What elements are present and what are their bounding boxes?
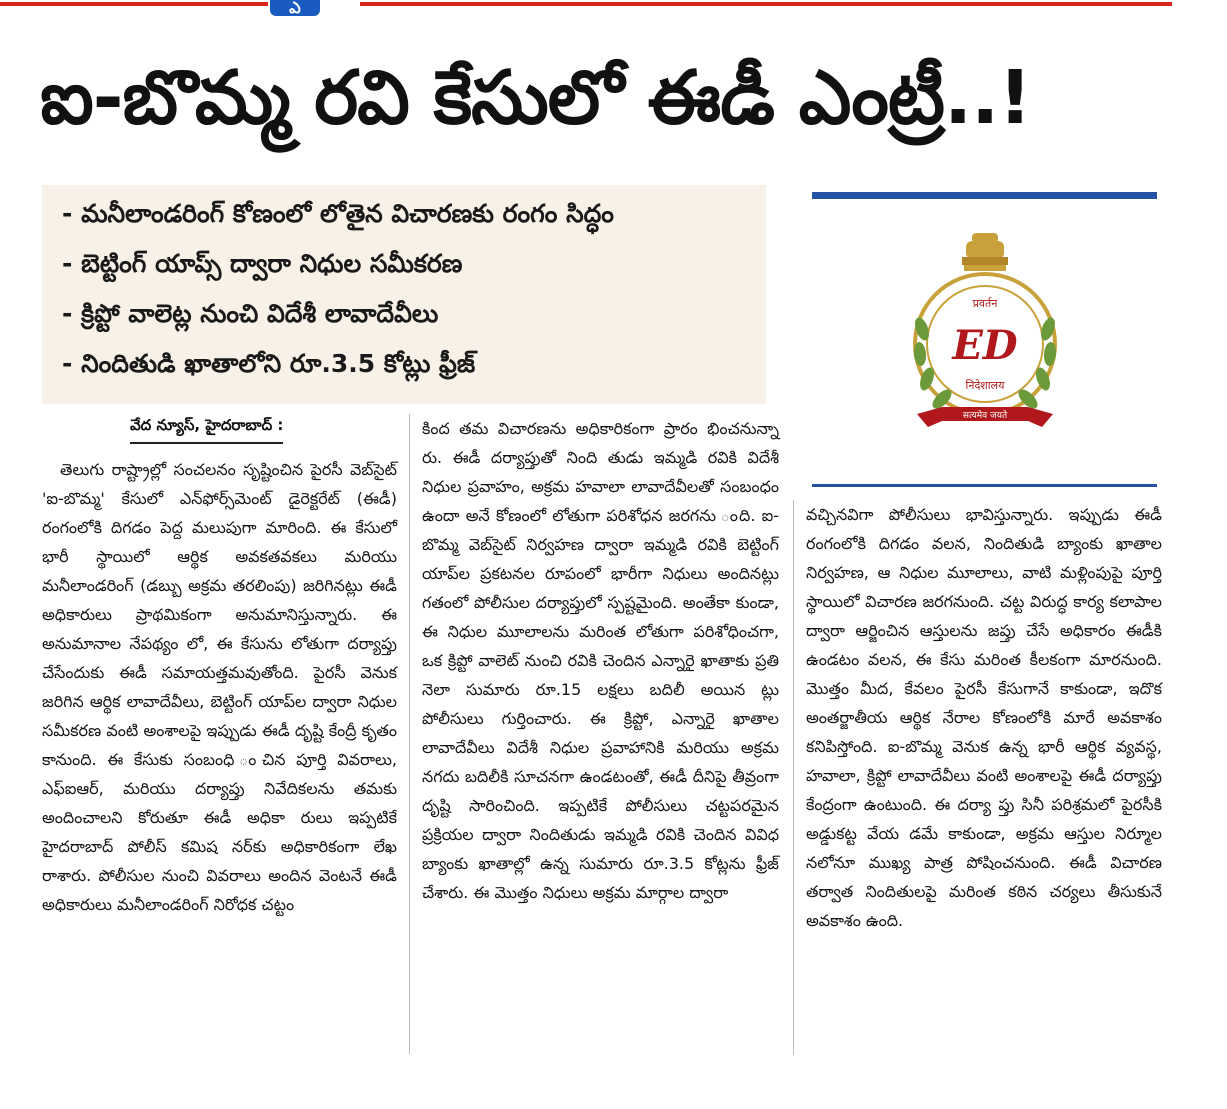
svg-text:सत्यमेव जयते: सत्यमेव जयते bbox=[962, 411, 1008, 421]
svg-text:प्रवर्तन: प्रवर्तन bbox=[972, 297, 998, 310]
highlights-box bbox=[42, 185, 766, 404]
newspaper-logo: ఎ bbox=[270, 0, 320, 16]
highlight-item: - మనీలాండరింగ్ కోణంలో లోతైన విచారణకు రంగం సిద్ధం bbox=[62, 199, 614, 228]
enforcement-directorate-emblem-icon bbox=[892, 229, 1077, 439]
article-column-3: వచ్చినవిగా పోలీసులు భావిస్తున్నారు. ఇప్పుడు ఈడీ రంగంలోకి దిగడం వలన, నిందితుడి బ్యాంకు ఖాతాల నిర్వహణ, ఆ నిధుల మూలాలు, వాటి మళ్లింపుపై పూర్తి స్థాయిలో విచారణ జరగనుంది. చట్ట విరుద్ధ కార్య కలాపాల ద్వారా ఆర్జించిన ఆస్తులను జప్తు చేసే అధికారం ఈడీకి ఉండటం వలన, ఈ కేసు మరింత కీలకంగా మారనుంది. మొత్తం మీద, కేవలం పైరసీ కేసుగానే కాకుండా, ఇదొక అంతర్జాతీయ ఆర్థిక నేరాల కోణంలోకి మారే అవకాశం కనిపిస్తోంది. ఐ-బొమ్మ వెనుక ఉన్న భారీ ఆర్థిక వ్యవస్థ, హవాలా, క్రిప్టో లావాదేవీలు వంటి అంశాలపై ఈడీ దర్యాప్తు కేంద్రంగా ఉంటుంది. ఈ దర్యా ప్తు సినీ పరిశ్రమలో పైరసీకి అడ్డుకట్ట వేయ డమే కాకుండా, అక్రమ ఆస్తుల నిర్మూల నలోనూ ముఖ్య పాత్ర పోషించనుంది. ఈడీ విచారణ తర్వాత నిందితులపై మరింత కఠిన చర్యలు తీసుకునే అవకాశం ఉంది. bbox=[806, 505, 1162, 930]
article-column-2: కింద తమ విచారణను అధికారికంగా ప్రారం భించనున్నా రు. ఈడీ దర్యాప్తుతో నింది తుడు ఇమ్మడి రవికి విదేశీ నిధుల ప్రవాహం, అక్రమ హవాలా లావాదేవీలతో సంబంధం ఉందా అనే కోణంలో లోతుగా పరిశోధన జరగను ంది. ఐ-బొమ్మ వెబ్‌సైట్ నిర్వహణ ద్వారా ఇమ్మడి రవికి బెట్టింగ్ యాప్‌ల ప్రకటనల రూపంలో భారీగా నిధులు అందినట్లు గతంలో పోలీసుల దర్యాప్తులో స్పష్టమైంది. అంతేకా కుండా, ఈ నిధుల మూలాలను మరింత లోతుగా పరిశోధించగా, ఒక క్రిప్టో వాలెట్ నుంచి రవికి చెందిన ఎన్నారై ఖాతాకు ప్రతి నెలా సుమారు రూ.15 లక్షలు బదిలీ అయిన ట్లు పోలీసులు గుర్తించారు. ఈ క్రిప్టో, ఎన్నారై ఖాతాల లావాదేవీలు విదేశీ నిధుల ప్రవాహానికి మరియు అక్రమ నగదు బదిలీకి సూచనగా ఉండటంతో, ఈడీ దీనిపై తీవ్రంగా దృష్టి సారించింది. ఇప్పటికే పోలీసులు చట్టపరమైన ప్రక్రియల ద్వారా నిందితుడు ఇమ్మడి రవికి చెందిన వివిధ బ్యాంకు ఖాతాల్లో ఉన్న సుమారు రూ.3.5 కోట్లను ఫ్రీజ్ చేశారు. ఈ మొత్తం నిధులు అక్రమ మార్గాల ద్వారా bbox=[422, 419, 779, 902]
article-column-1: తెలుగు రాష్ట్రాల్లో సంచలనం సృష్టించిన పైరసీ వెబ్‌సైట్ 'ఐ-బొమ్మ' కేసులో ఎన్‌ఫోర్స్‌మెంట్ డైరెక్టరేట్ (ఈడీ) రంగంలోకి దిగడం పెద్ద మలుపుగా మారింది. ఈ కేసులో భారీ స్థాయిలో ఆర్థిక అవకతవకలు మరియు మనీలాండరింగ్ (డబ్బు అక్రమ తరలింపు) జరిగినట్లు ఈడీ అధికారులు ప్రాథమికంగా అనుమానిస్తున్నారు. ఈ అనుమానాల నేపథ్యం లో, ఈ కేసును లోతుగా దర్యాప్తు చేసేందుకు ఈడీ సమాయత్తమవుతోంది. పైరసీ వెనుక జరిగిన ఆర్థిక లావాదేవీలు, బెట్టింగ్ యాప్‌ల ద్వారా నిధుల సమీకరణ వంటి అంశాలపై ఇప్పుడు ఈడీ దృష్టి కేంద్రీ కృతం కానుంది. ఈ కేసుకు సంబంధి ంచిన పూర్తి వివరాలు, ఎఫ్ఐఆర్, మరియు దర్యాప్తు నివేదికలను తమకు అందించాలని కోరుతూ ఈడీ అధికా రులు ఇప్పటికే హైదరాబాద్ పోలీస్ కమిష నర్‌కు అధికారికంగా లేఖ రాశారు. పోలీసుల నుంచి వివరాలు అందిన వెంటనే ఈడీ అధికారులు మనీలాండరింగ్ నిరోధక చట్టం bbox=[42, 460, 397, 914]
column-divider bbox=[409, 414, 410, 1054]
svg-text:ED: ED bbox=[952, 322, 1018, 369]
emblem-bottom-rule bbox=[812, 484, 1157, 487]
masthead-red-bar-left bbox=[0, 2, 268, 6]
masthead-rule bbox=[0, 0, 1172, 7]
highlight-item: - నిందితుడి ఖాతాలోని రూ.3.5 కోట్లు ఫ్రీజ్ bbox=[62, 349, 476, 378]
masthead-red-bar-right bbox=[360, 2, 1172, 6]
ed-emblem-panel bbox=[812, 192, 1157, 487]
highlight-item: - బెట్టింగ్ యాప్స్ ద్వారా నిధుల సమీకరణ bbox=[62, 249, 463, 278]
highlight-item: - క్రిప్టో వాలెట్ల నుంచి విదేశీ లావాదేవీలు bbox=[62, 299, 439, 328]
byline: వేద న్యూస్, హైదరాబాద్ : bbox=[130, 416, 283, 444]
svg-text:निदेशालय: निदेशालय bbox=[965, 379, 1005, 392]
headline: ఐ-బొమ్మ రవి కేసులో ఈడీ ఎంట్రీ..! bbox=[40, 55, 1031, 141]
column-divider bbox=[793, 500, 794, 1055]
